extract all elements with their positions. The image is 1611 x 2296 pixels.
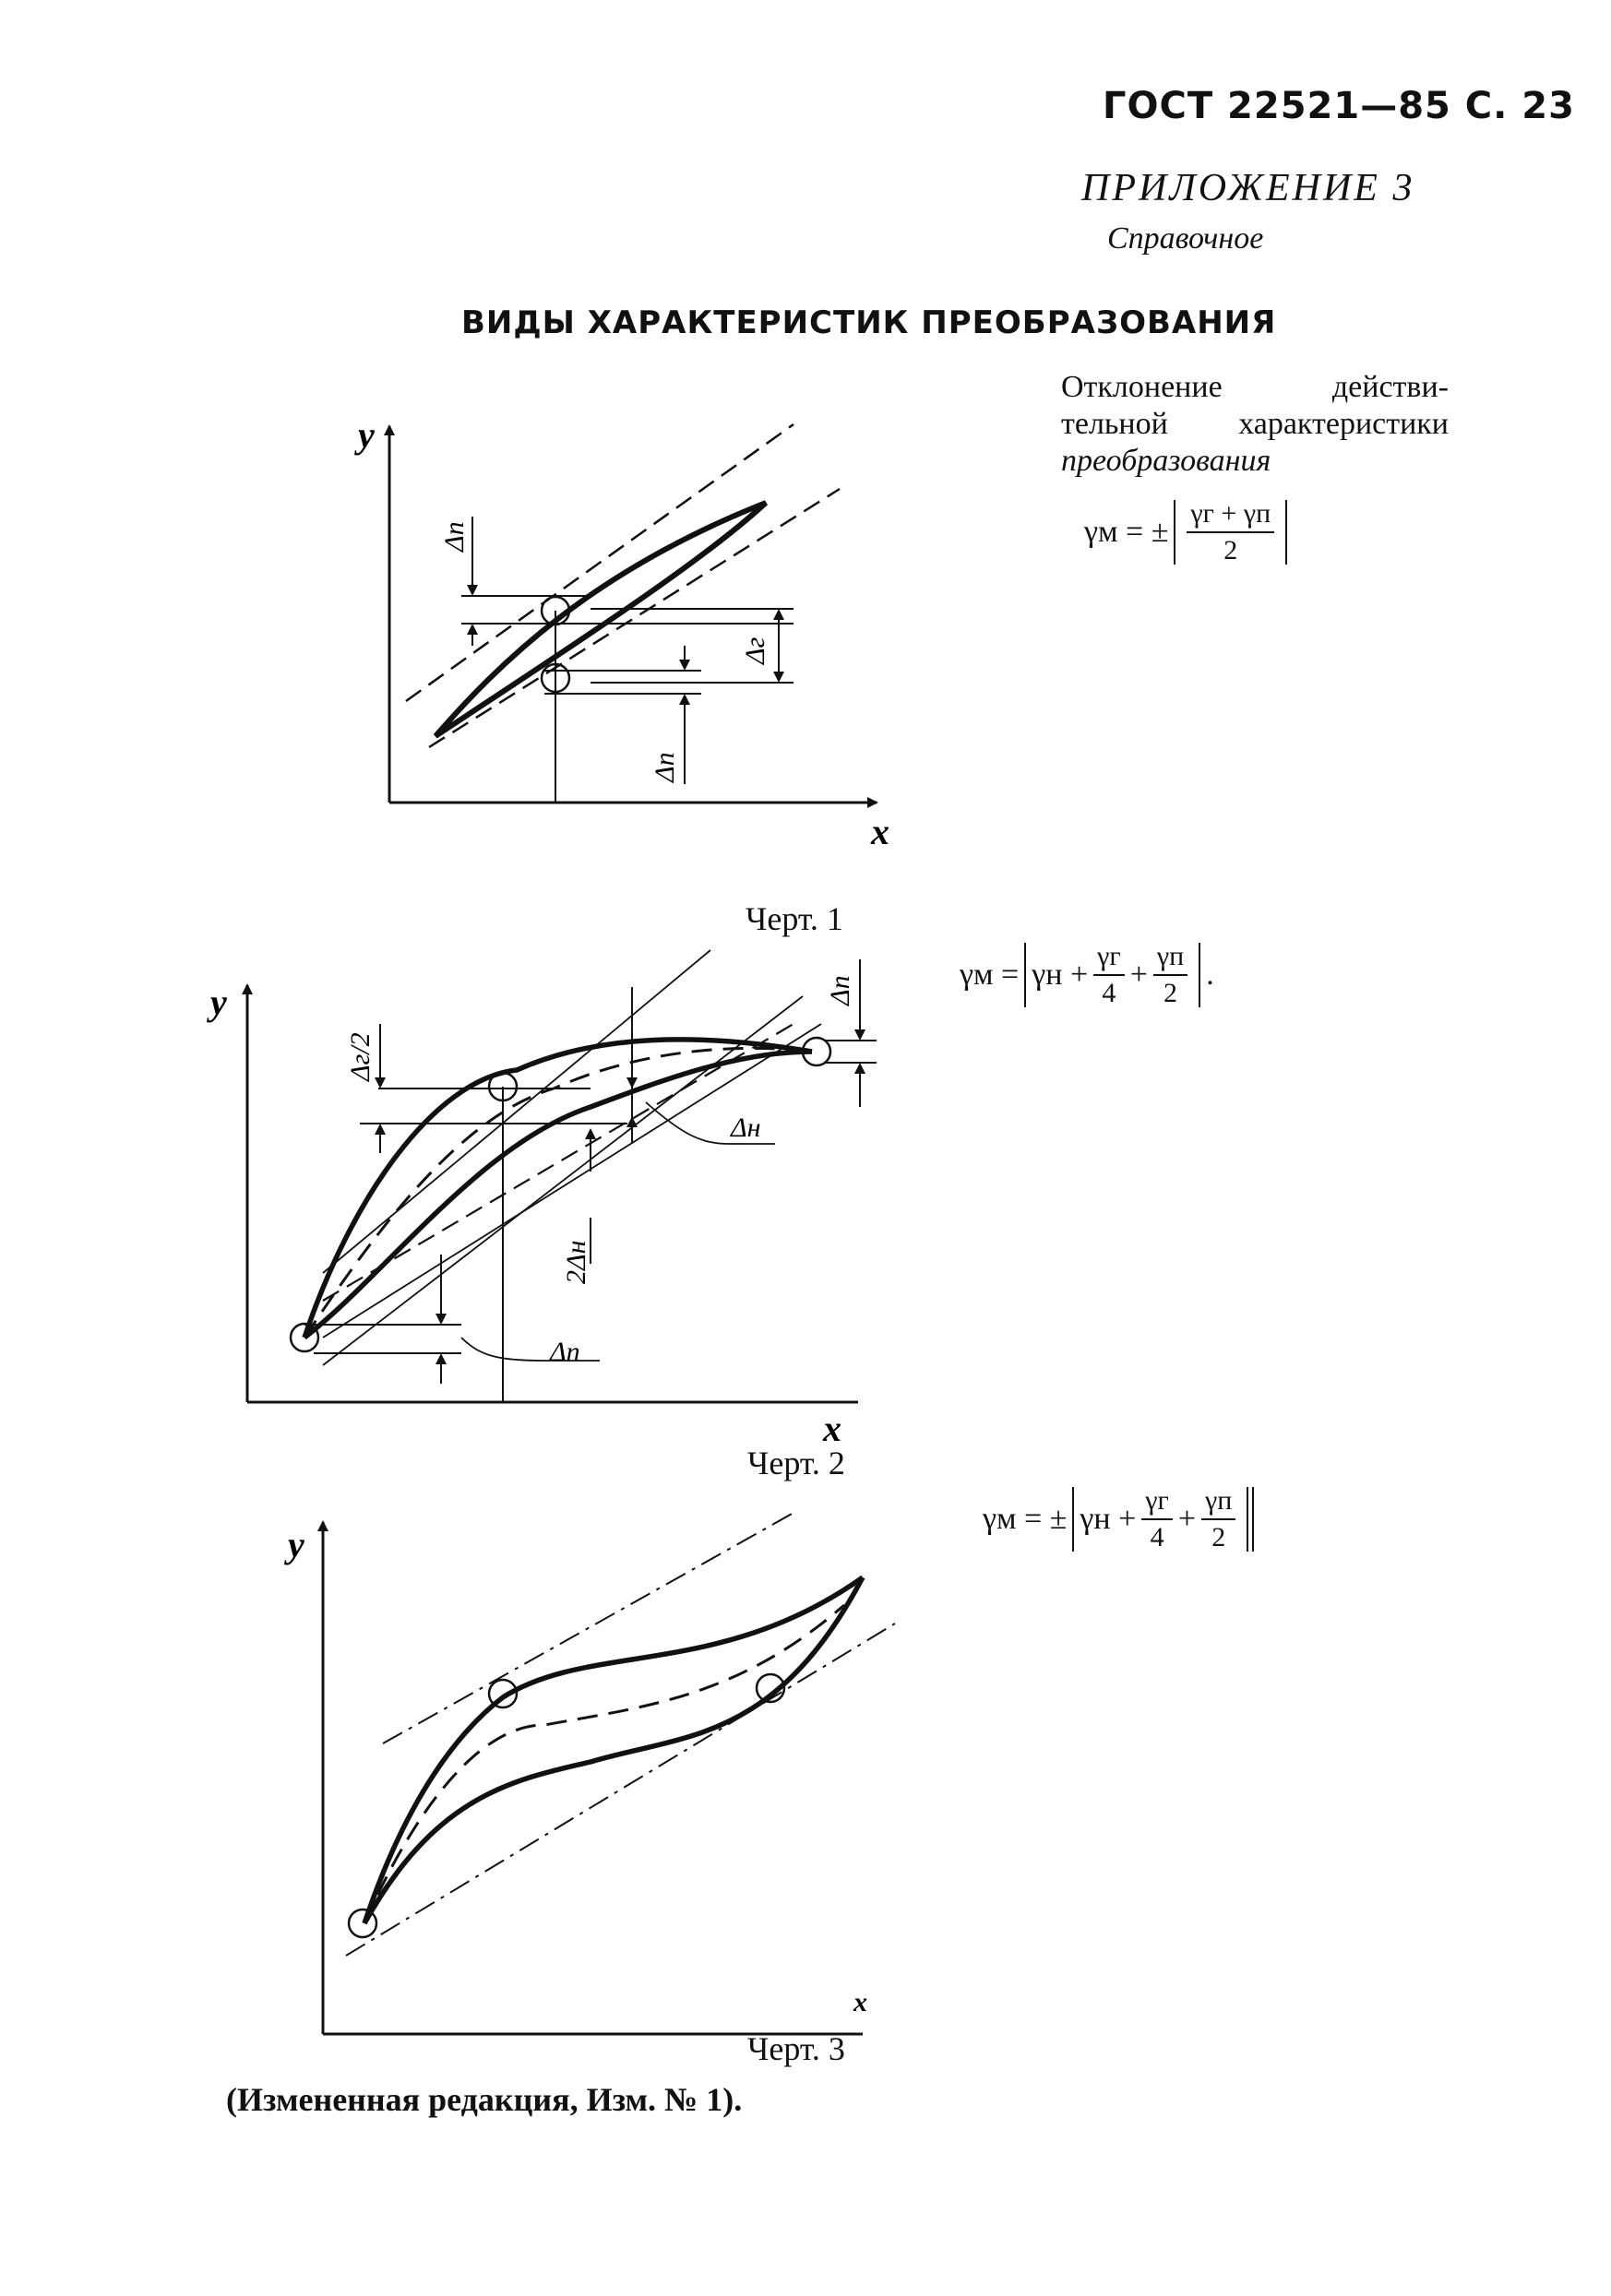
figure-3-caption: Черт. 3 xyxy=(747,2030,845,2067)
dimension-label: Δп xyxy=(650,752,680,782)
appendix-subtitle: Справочное xyxy=(1107,221,1264,256)
dimension-label: Δг/2 xyxy=(345,1032,376,1081)
formula-end: . xyxy=(1206,958,1214,992)
fraction-denominator: 4 xyxy=(1150,1522,1164,1552)
fraction-denominator: 2 xyxy=(1211,1522,1226,1552)
figure-2-caption: Черт. 2 xyxy=(747,1445,845,1481)
y-axis-label: y xyxy=(288,1524,304,1565)
formula-plus: + xyxy=(1177,1502,1197,1536)
point-marker xyxy=(349,1909,376,1937)
figure-1-caption: Черт. 1 xyxy=(746,900,843,937)
y-axis-label: y xyxy=(210,981,227,1023)
fraction-denominator: 2 xyxy=(1223,535,1238,565)
fraction-numerator: γп xyxy=(1201,1485,1235,1520)
dimension-label: Δп xyxy=(439,521,470,552)
fraction-denominator: 2 xyxy=(1164,978,1178,1008)
x-axis-label: x xyxy=(871,811,889,852)
fraction-numerator: γг + γп xyxy=(1187,498,1274,533)
fraction-numerator: γг xyxy=(1093,941,1125,976)
characteristic-mean xyxy=(364,1605,844,1923)
fraction-numerator: γп xyxy=(1153,941,1187,976)
dimension-label: Δп xyxy=(825,975,855,1005)
formula-lhs: γм = ± xyxy=(983,1502,1068,1536)
formula-term: γн + xyxy=(1032,958,1089,992)
x-axis-label: x xyxy=(823,1408,841,1449)
description-line: преобразования xyxy=(1061,444,1271,478)
dimension-label: Δп xyxy=(550,1337,580,1367)
dimension-label: 2Δн xyxy=(561,1240,591,1284)
formula-term: γн + xyxy=(1080,1502,1137,1536)
formula-lhs: γм = ± xyxy=(1084,515,1169,549)
x-axis-label: x xyxy=(853,1987,867,2017)
fraction-denominator: 4 xyxy=(1102,978,1116,1008)
formula-lhs: γм = xyxy=(960,958,1020,992)
characteristic-upper xyxy=(364,1577,863,1923)
formula-plus: + xyxy=(1129,958,1148,992)
section-title: ВИДЫ ХАРАКТЕРИСТИК ПРЕОБРАЗОВАНИЯ xyxy=(461,304,1277,341)
appendix-title: ПРИЛОЖЕНИЕ 3 xyxy=(1081,167,1415,209)
edition-note: (Измененная редакция, Изм. № 1). xyxy=(226,2081,743,2118)
fraction-numerator: γг xyxy=(1141,1485,1173,1520)
document-header: ГОСТ 22521—85 С. 23 xyxy=(1103,85,1575,127)
description-line: тельной характеристики xyxy=(1061,407,1449,441)
dimension-label: Δг xyxy=(740,636,770,664)
characteristic-lower xyxy=(364,1577,863,1923)
description-line: Отклонение действи- xyxy=(1061,370,1449,404)
dimension-label: Δн xyxy=(731,1112,761,1143)
y-axis-label: y xyxy=(358,414,375,456)
